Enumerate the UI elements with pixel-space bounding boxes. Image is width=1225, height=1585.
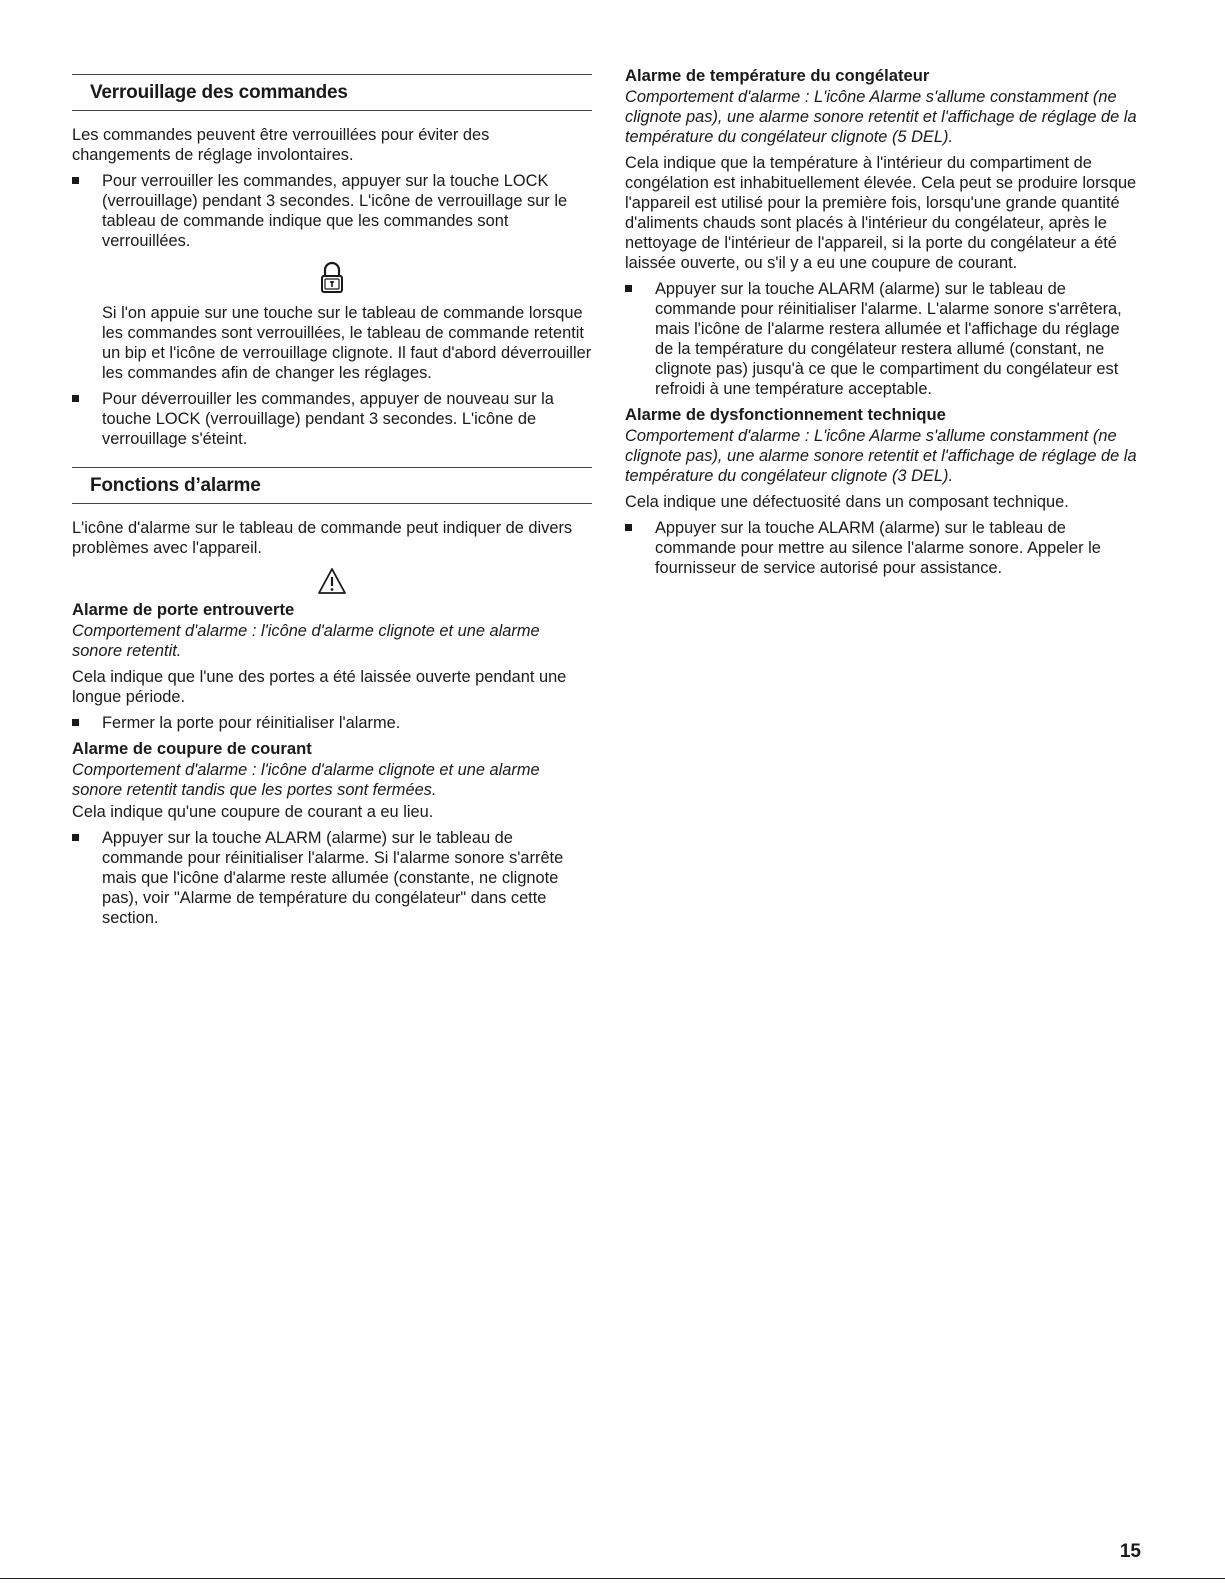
door-alarm-bullet-text: Fermer la porte pour réinitialiser l'alarme. <box>102 714 401 732</box>
lock-note: Si l'on appuie sur une touche sur le tableau de commande lorsque les commandes sont verrouillées, le tableau de commande retentit un bip et l'icône de verrouillage clignote. Il faut d'abord déverrouiller les commandes afin de changer les réglages. <box>102 304 592 382</box>
door-alarm-behavior: Comportement d'alarme : l'icône d'alarme clignote et une alarme sonore retentit. <box>72 622 540 660</box>
freezer-alarm-bullets <box>625 279 1140 399</box>
page-number: 15 <box>1119 1541 1141 1562</box>
alarm-section-title: Fonctions d’alarme <box>90 475 261 496</box>
warning-triangle-icon <box>317 566 347 596</box>
malfunction-alarm-description: Cela indique une défectuosité dans un composant technique. <box>625 493 1069 511</box>
lock-section-header <box>72 74 592 111</box>
freezer-alarm-description: Cela indique que la température à l'intérieur du compartiment de congélation est inhabituellement élevée. Cela peut se produire lorsque l'appareil est utilisé pour la première fois, lorsqu'une grande quantité d'aliments chauds sont placés à l'intérieur du congélateur, après le nettoyage de l'intérieur de l'appareil, si la porte du congélateur a été laissée ouverte, ou s'il y a eu une coupure de courant. <box>625 154 1137 272</box>
padlock-icon-row <box>72 261 592 295</box>
alarm-intro: L'icône d'alarme sur le tableau de commande peut indiquer de divers problèmes avec l'appareil. <box>72 519 573 557</box>
door-alarm-bullet <box>72 713 592 733</box>
malfunction-alarm-bullet-text: Appuyer sur la touche ALARM (alarme) sur le tableau de commande pour mettre au silence l'alarme sonore. Appeler le fournisseur de service autorisé pour assistance. <box>655 519 1101 577</box>
padlock-icon <box>319 261 345 295</box>
freezer-alarm-title: Alarme de température du congélateur <box>625 66 930 85</box>
bottom-rule <box>0 1578 1225 1579</box>
power-alarm-title: Alarme de coupure de courant <box>72 739 312 758</box>
lock-bullets <box>72 171 592 251</box>
power-alarm-description: Cela indique qu'une coupure de courant a eu lieu. <box>72 803 434 821</box>
lock-bullet-1-text: Pour verrouiller les commandes, appuyer sur la touche LOCK (verrouillage) pendant 3 secondes. L'icône de verrouillage sur le tableau de commande indique que les commandes sont verrouillées. <box>102 172 568 250</box>
warning-icon-row <box>72 566 592 596</box>
door-alarm-bullets <box>72 713 592 733</box>
power-alarm-bullet-text: Appuyer sur la touche ALARM (alarme) sur le tableau de commande pour réinitialiser l'alarme. Si l'alarme sonore s'arrête mais que l'icône d'alarme reste allumée (constante, ne clignote pas), voir "Alarme de température du congélateur" dans cette section. <box>102 829 564 927</box>
lock-bullets-2 <box>72 389 592 449</box>
door-alarm-description: Cela indique que l'une des portes a été laissée ouverte pendant une longue période. <box>72 668 567 706</box>
freezer-alarm-bullet-text: Appuyer sur la touche ALARM (alarme) sur le tableau de commande pour réinitialiser l'alarme. L'alarme sonore s'arrêtera, mais l'icône de l'alarme restera allumée et l'affichage du réglage de la température du congélateur restera allumé (constant, ne clignote pas) jusqu'à ce que le compartiment du congélateur est refroidi à une température acceptable. <box>655 280 1122 398</box>
right-column <box>625 66 1140 584</box>
lock-intro: Les commandes peuvent être verrouillées pour éviter des changements de réglage involontaires. <box>72 126 490 164</box>
power-alarm-bullet <box>72 828 592 928</box>
freezer-alarm-behavior: Comportement d'alarme : L'icône Alarme s'allume constamment (ne clignote pas), une alarme sonore retentit et l'affichage de réglage de la température du congélateur clignote (5 DEL). <box>625 88 1137 146</box>
malfunction-alarm-title: Alarme de dysfonctionnement technique <box>625 405 946 424</box>
lock-bullet-1 <box>72 171 592 251</box>
alarm-section-header <box>72 467 592 504</box>
power-alarm-bullets <box>72 828 592 928</box>
lock-bullet-2-text: Pour déverrouiller les commandes, appuyer de nouveau sur la touche LOCK (verrouillage) pendant 3 secondes. L'icône de verrouillage s'éteint. <box>102 390 554 448</box>
power-alarm-behavior: Comportement d'alarme : l'icône d'alarme clignote et une alarme sonore retentit tandis que les portes sont fermées. <box>72 761 540 799</box>
freezer-alarm-bullet <box>625 279 1140 399</box>
malfunction-alarm-bullet <box>625 518 1140 578</box>
door-alarm-title: Alarme de porte entrouverte <box>72 600 295 619</box>
lock-section-title: Verrouillage des commandes <box>90 82 348 103</box>
left-column <box>72 58 592 934</box>
lock-bullet-2 <box>72 389 592 449</box>
malfunction-alarm-bullets <box>625 518 1140 578</box>
malfunction-alarm-behavior: Comportement d'alarme : L'icône Alarme s'allume constamment (ne clignote pas), une alarme sonore retentit et l'affichage de réglage de la température du congélateur clignote (3 DEL). <box>625 427 1137 485</box>
